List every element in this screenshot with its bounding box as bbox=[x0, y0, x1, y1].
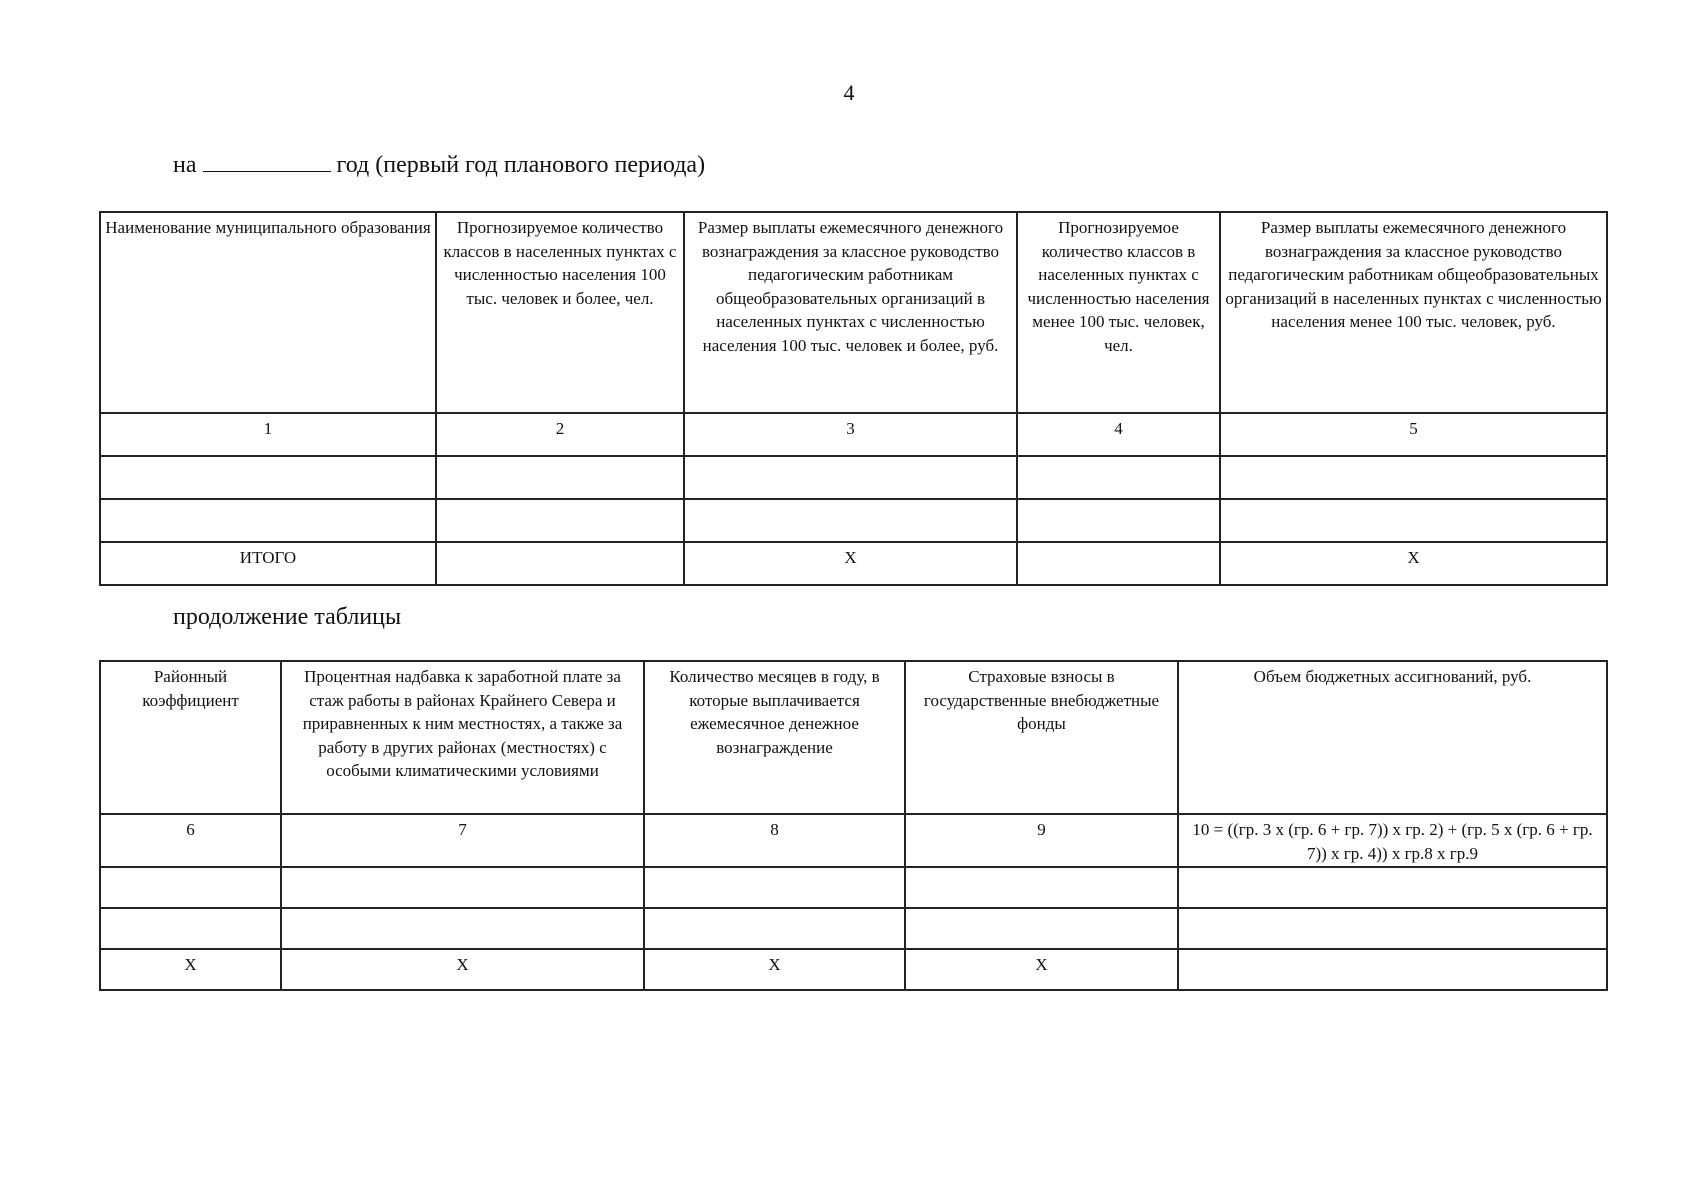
empty-cell bbox=[684, 456, 1017, 499]
total-label: ИТОГО bbox=[100, 542, 436, 585]
column-number-row bbox=[100, 814, 1607, 867]
table-row bbox=[100, 867, 1607, 908]
empty-cell bbox=[1017, 499, 1220, 542]
heading-suffix: год (первый год планового периода) bbox=[336, 152, 706, 178]
table-row bbox=[100, 908, 1607, 949]
empty-cell bbox=[436, 499, 684, 542]
header-insurance-contributions: Страховые взносы в государственные внебюджетные фонды bbox=[905, 661, 1178, 814]
empty-cell bbox=[100, 456, 436, 499]
total-cell bbox=[1017, 542, 1220, 585]
total-cell: X bbox=[684, 542, 1017, 585]
header-months-count: Количество месяцев в году, в которые выплачивается ежемесячное денежное вознаграждение bbox=[644, 661, 905, 814]
empty-cell bbox=[905, 867, 1178, 908]
header-municipality: Наименование муниципального образования bbox=[100, 212, 436, 413]
table-header-row bbox=[100, 661, 1607, 814]
empty-cell bbox=[644, 908, 905, 949]
total-cell bbox=[1178, 949, 1607, 990]
empty-cell bbox=[684, 499, 1017, 542]
table-header-row bbox=[100, 212, 1607, 413]
header-payment-small: Размер выплаты ежемесячного денежного вознаграждения за классное руководство педагогическим работникам общеобразовательных организаций в населенных пунктах с численностью населения менее 100 тыс. человек, руб. bbox=[1220, 212, 1607, 413]
column-number-row bbox=[100, 413, 1607, 456]
empty-cell bbox=[644, 867, 905, 908]
total-cell: X bbox=[1220, 542, 1607, 585]
formula-cell: 10 = ((гр. 3 x (гр. 6 + гр. 7)) x гр. 2) + (гр. 5 x (гр. 6 + гр. 7)) x гр. 4)) x гр.8 x гр.9 bbox=[1178, 814, 1607, 867]
header-budget-allocations: Объем бюджетных ассигнований, руб. bbox=[1178, 661, 1607, 814]
main-table bbox=[99, 211, 1608, 586]
year-blank-field bbox=[203, 153, 331, 172]
header-classes-large: Прогнозируемое количество классов в населенных пунктах с численностью населения 100 тыс. человек и более, чел. bbox=[436, 212, 684, 413]
table-row bbox=[100, 456, 1607, 499]
page-number: 4 bbox=[843, 80, 855, 105]
empty-cell bbox=[1220, 456, 1607, 499]
empty-cell bbox=[905, 908, 1178, 949]
table-row bbox=[100, 499, 1607, 542]
total-cell bbox=[436, 542, 684, 585]
empty-cell bbox=[1220, 499, 1607, 542]
empty-cell bbox=[100, 867, 281, 908]
empty-cell bbox=[1178, 908, 1607, 949]
column-number: 2 bbox=[436, 413, 684, 456]
empty-cell bbox=[1017, 456, 1220, 499]
column-number: 5 bbox=[1220, 413, 1607, 456]
column-number: 1 bbox=[100, 413, 436, 456]
continuation-label: продолжение таблицы bbox=[173, 604, 402, 630]
column-number: 8 bbox=[644, 814, 905, 867]
continuation-table bbox=[99, 660, 1608, 991]
empty-cell bbox=[1178, 867, 1607, 908]
empty-cell bbox=[281, 867, 644, 908]
empty-cell bbox=[436, 456, 684, 499]
column-number: 7 bbox=[281, 814, 644, 867]
empty-cell bbox=[100, 499, 436, 542]
header-payment-large: Размер выплаты ежемесячного денежного вознаграждения за классное руководство педагогическим работникам общеобразовательных организаций в населенных пунктах с численностью населения 100 тыс. человек и более, руб. bbox=[684, 212, 1017, 413]
header-northern-allowance: Процентная надбавка к заработной плате за стаж работы в районах Крайнего Севера и приравненных к ним местностях, а также за работу в других районах (местностях) с особыми климатическими условиями bbox=[281, 661, 644, 814]
heading-prefix: на bbox=[173, 152, 197, 178]
total-cell: X bbox=[644, 949, 905, 990]
column-number: 9 bbox=[905, 814, 1178, 867]
empty-cell bbox=[281, 908, 644, 949]
header-classes-small: Прогнозируемое количество классов в населенных пунктах с численностью населения менее 100 тыс. человек, чел. bbox=[1017, 212, 1220, 413]
total-row bbox=[100, 949, 1607, 990]
table-heading bbox=[173, 152, 705, 179]
total-cell: X bbox=[905, 949, 1178, 990]
empty-cell bbox=[100, 908, 281, 949]
total-row bbox=[100, 542, 1607, 585]
header-regional-coefficient: Районный коэффициент bbox=[100, 661, 281, 814]
column-number: 4 bbox=[1017, 413, 1220, 456]
column-number: 3 bbox=[684, 413, 1017, 456]
total-cell: X bbox=[100, 949, 281, 990]
total-cell: X bbox=[281, 949, 644, 990]
column-number: 6 bbox=[100, 814, 281, 867]
